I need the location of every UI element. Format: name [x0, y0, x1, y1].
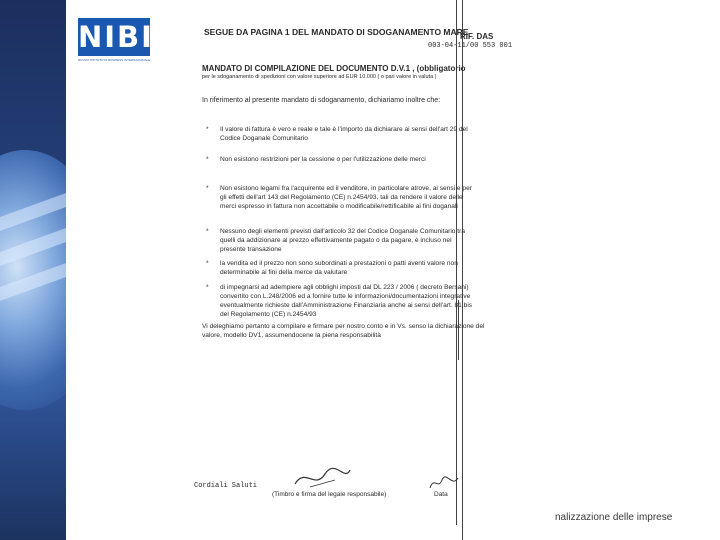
document-closing: Vi deleghiamo pertanto a compilare e firmare per nostro conto e in Vs. senso la dichiarazione del valore, modello DV1, assumendocene la piena responsabilità	[202, 323, 485, 339]
left-decorative-band	[0, 0, 66, 540]
declaration-text: Il valore di fattura è vero e reale e tale è l'importo da dichiarare ai sensi dell'art 29 del Codice Doganale Comunitario	[220, 126, 468, 142]
declaration-item: * Nessuno degli elementi previsti dall'articolo 32 del Codice Doganale Comunitario tra quelli da addizionare al prezzo effettivamente pagato o da pagare, è incluso nel presente transazione	[206, 228, 465, 253]
declaration-text: la vendita ed il prezzo non sono subordinati a prestazioni o patti aventi valore non determinabile ai fini della merce da valutare	[220, 260, 458, 276]
mandate-title: MANDATO DI COMPILAZIONE DEL DOCUMENTO D.V.1 , (obbligatorio	[202, 64, 466, 73]
footer-stamp-label: (Timbro e firma del legale responsabile)	[272, 491, 387, 498]
footer-greeting: Cordiali Saluti	[194, 482, 258, 490]
declaration-text: Non esistono restrizioni per la cessione o per l'utilizzazione delle merci	[220, 156, 426, 163]
logo-tagline: NUOVO ISTITUTO DI BUSINESS INTERNAZIONALE	[78, 58, 150, 62]
scanned-document	[190, 0, 710, 540]
mandate-subtitle: per le sdoganamento di spedizioni con valore superiore ad EUR 10.000 ( o pari valore in valuta )	[202, 74, 437, 80]
footer-caption: nalizzazione delle imprese	[555, 512, 673, 523]
nibi-logo: NIBI	[78, 20, 154, 54]
signature-graphic	[290, 462, 360, 492]
document-ref-label: RIF. DAS	[460, 32, 494, 41]
declaration-item: * la vendita ed il prezzo non sono subordinati a prestazioni o patti aventi valore non determinabile ai fini della merce da valutare	[206, 260, 458, 276]
declaration-text: Non esistono legami fra l'acquirente ed il venditore, in particolare atrove, ai sensi e per gli effetti dell'art 143 del Regolamento (CE) n.2454/93, tali da rendere il valore delle merci espresso in fattura non accettabile o modificabile/rettificabile ai fini doganali	[220, 185, 472, 210]
declaration-item: * di impegnarsi ad adempiere agli obblighi imposti dal DL 223 / 2006 ( decreto Bersani) convertito con L.248/2006 ed a fornire tutte le informazioni/documentazioni integrative eventualmente richieste dall'Amministrazione Finanziaria anche ai sensi dell'art. 81 bis del Regolamento (CE) n.2454/93	[206, 284, 473, 318]
declaration-item: * Non esistono restrizioni per la cessione o per l'utilizzazione delle merci	[206, 156, 426, 163]
handwritten-date-graphic	[428, 474, 464, 492]
document-header-title: SEGUE DA PAGINA 1 DEL MANDATO DI SDOGANAMENTO MARE	[204, 27, 469, 37]
document-ref-number: 003-04-11/00 553 001	[428, 42, 513, 50]
declaration-text: di impegnarsi ad adempiere agli obblighi imposti dal DL 223 / 2006 ( decreto Bersani) convertito con L.248/2006 ed a fornire tutte le informazioni/documentazioni integrative eventualmente richieste dall'Amministrazione Finanziaria anche ai sensi dell'art. 81 bis del Regolamento (CE) n.2454/93	[220, 284, 473, 318]
declaration-item: * Il valore di fattura è vero e reale e tale è l'importo da dichiarare ai sensi dell'art 29 del Codice Doganale Comunitario	[206, 126, 468, 142]
declaration-text: Nessuno degli elementi previsti dall'articolo 32 del Codice Doganale Comunitario tra quelli da addizionare al prezzo effettivamente pagato o da pagare, è incluso nel presente transazione	[220, 228, 465, 253]
document-intro: In riferimento al presente mandato di sdoganamento, dichiariamo inoltre che:	[202, 97, 441, 104]
declaration-item: * Non esistono legami fra l'acquirente ed il venditore, in particolare atrove, ai sensi e per gli effetti dell'art 143 del Regolamento (CE) n.2454/93, tali da rendere il valore delle merci espresso in fattura non accettabile o modificabile/rettificabile ai fini doganali	[206, 185, 472, 210]
footer-date-label: Data	[434, 491, 448, 498]
